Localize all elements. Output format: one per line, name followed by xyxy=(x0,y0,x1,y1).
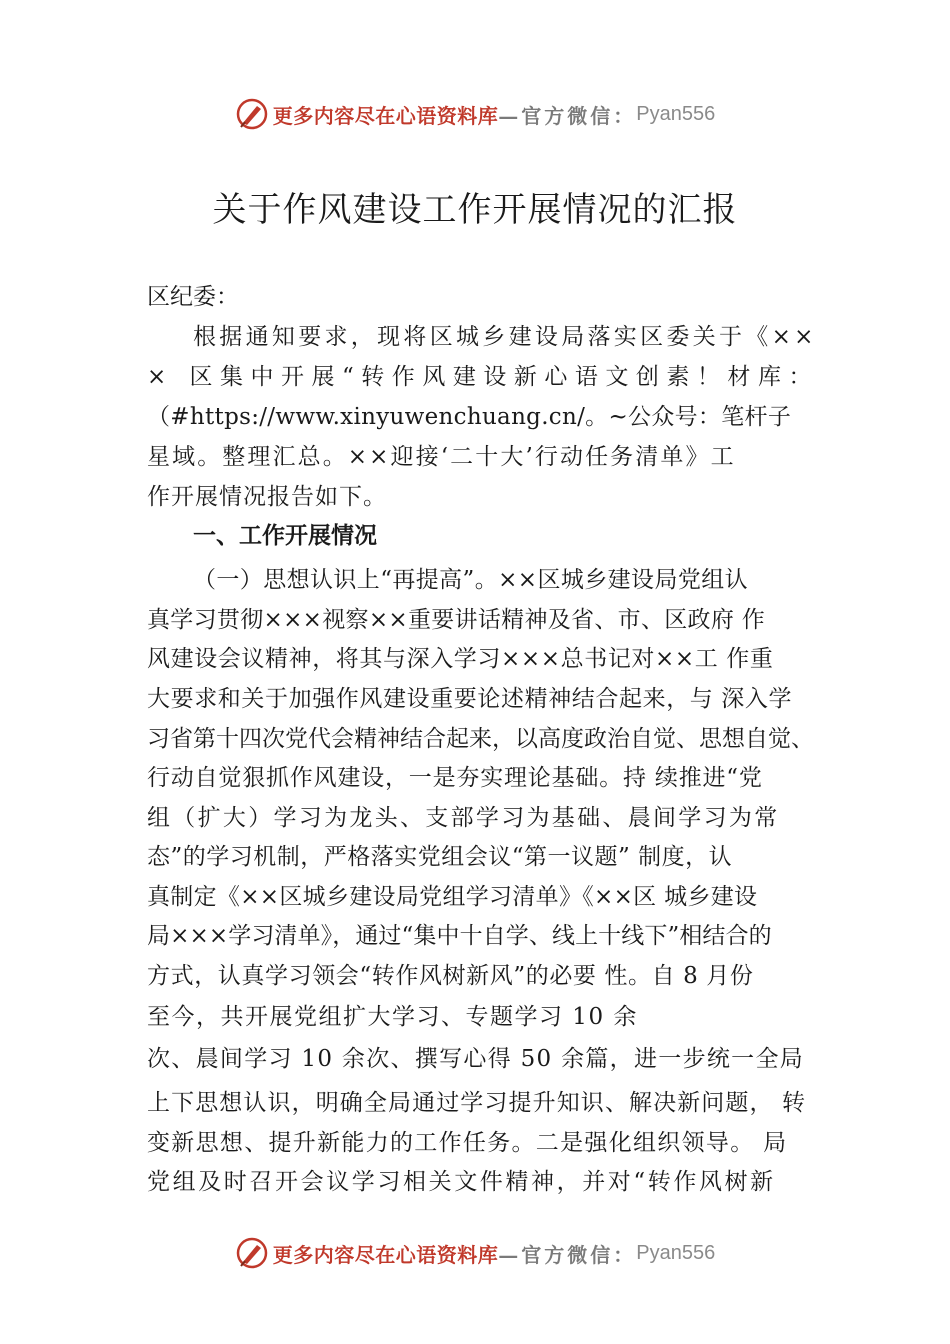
body-line-4: 星域。整理汇总。××迎接‘二十大’行动任务清单》工 xyxy=(147,444,736,470)
body-line-16: 局×××学习清单》，通过“集中十自学、线上十线下”相结合的 xyxy=(147,923,772,949)
footer-watermark-banner xyxy=(0,1233,950,1273)
body-line-13: 组（扩大）学习为龙头、支部学习为基础、晨间学习为常 xyxy=(147,805,780,831)
pen-logo-icon xyxy=(235,1236,269,1270)
body-line-1: 根据通知要求，现将区城乡建设局落实区委关于《×× xyxy=(193,324,817,350)
banner-gray-text: —官方微信： xyxy=(498,1242,637,1267)
banner-red-text: 更多内容尽在心语资料库 xyxy=(272,1242,499,1267)
body-line-8: 真学习贯彻×××视察××重要讲话精神及省、市、区政府 作 xyxy=(147,607,766,633)
body-line-10: 大要求和关于加强作风建设重要论述精神结合起来，与 深入学 xyxy=(147,686,793,712)
section-heading-1: 一、工作开展情况 xyxy=(193,523,377,549)
document-title: 关于作风建设工作开展情况的汇报 xyxy=(212,190,738,230)
banner-wechat-id: Pyan556 xyxy=(636,1241,716,1264)
body-line-22: 党组及时召开会议学习相关文件精神，并对“转作风树新 xyxy=(147,1169,776,1195)
body-line-2: × 区 集 中 开 展 “ 转 作 风 建 设 新 心 语 文 创 素 ！ 材 库 ： xyxy=(147,364,812,390)
banner-gray-text: —官方微信： xyxy=(498,103,637,128)
body-line-21: 变新思想、提升新能力的工作任务。二是强化组织领导。 局 xyxy=(147,1130,788,1156)
body-line-3: （#https://www.xinyuwenchuang.cn/。~公众号：笔杆子 xyxy=(147,404,792,430)
salutation: 区纪委： xyxy=(147,284,239,310)
pen-logo-icon xyxy=(235,97,269,131)
body-line-5: 作开展情况报告如下。 xyxy=(147,484,387,510)
body-line-18: 至今，共开展党组扩大学习、专题学习 10 余 xyxy=(147,1004,638,1030)
body-line-9: 风建设会议精神，将其与深入学习×××总书记对××工 作重 xyxy=(147,646,774,672)
banner-wechat-id: Pyan556 xyxy=(636,102,716,125)
banner-red-text: 更多内容尽在心语资料库 xyxy=(272,103,499,128)
body-line-17: 方式，认真学习领会“转作风树新风”的必要 性。自 8 月份 xyxy=(147,963,754,989)
body-line-7: （一）思想认识上“再提高”。××区城乡建设局党组认 xyxy=(193,567,749,593)
body-line-19: 次、晨间学习 10 余次、撰写心得 50 余篇，进一步统一全局 xyxy=(147,1046,805,1072)
body-line-20: 上下思想认识，明确全局通过学习提升知识、解决新问题， 转 xyxy=(147,1090,807,1116)
body-line-11: 习省第十四次党代会精神结合起来，以高度政治自觉、思想自觉、 xyxy=(147,726,814,752)
body-line-15: 真制定《××区城乡建设局党组学习清单》《××区 城乡建设 xyxy=(147,884,758,910)
body-line-14: 态”的学习机制，严格落实党组会议“第一议题” 制度，认 xyxy=(147,844,733,870)
header-watermark-banner xyxy=(0,94,950,134)
body-line-12: 行动自觉狠抓作风建设，一是夯实理论基础。持 续推进“党 xyxy=(147,765,763,791)
